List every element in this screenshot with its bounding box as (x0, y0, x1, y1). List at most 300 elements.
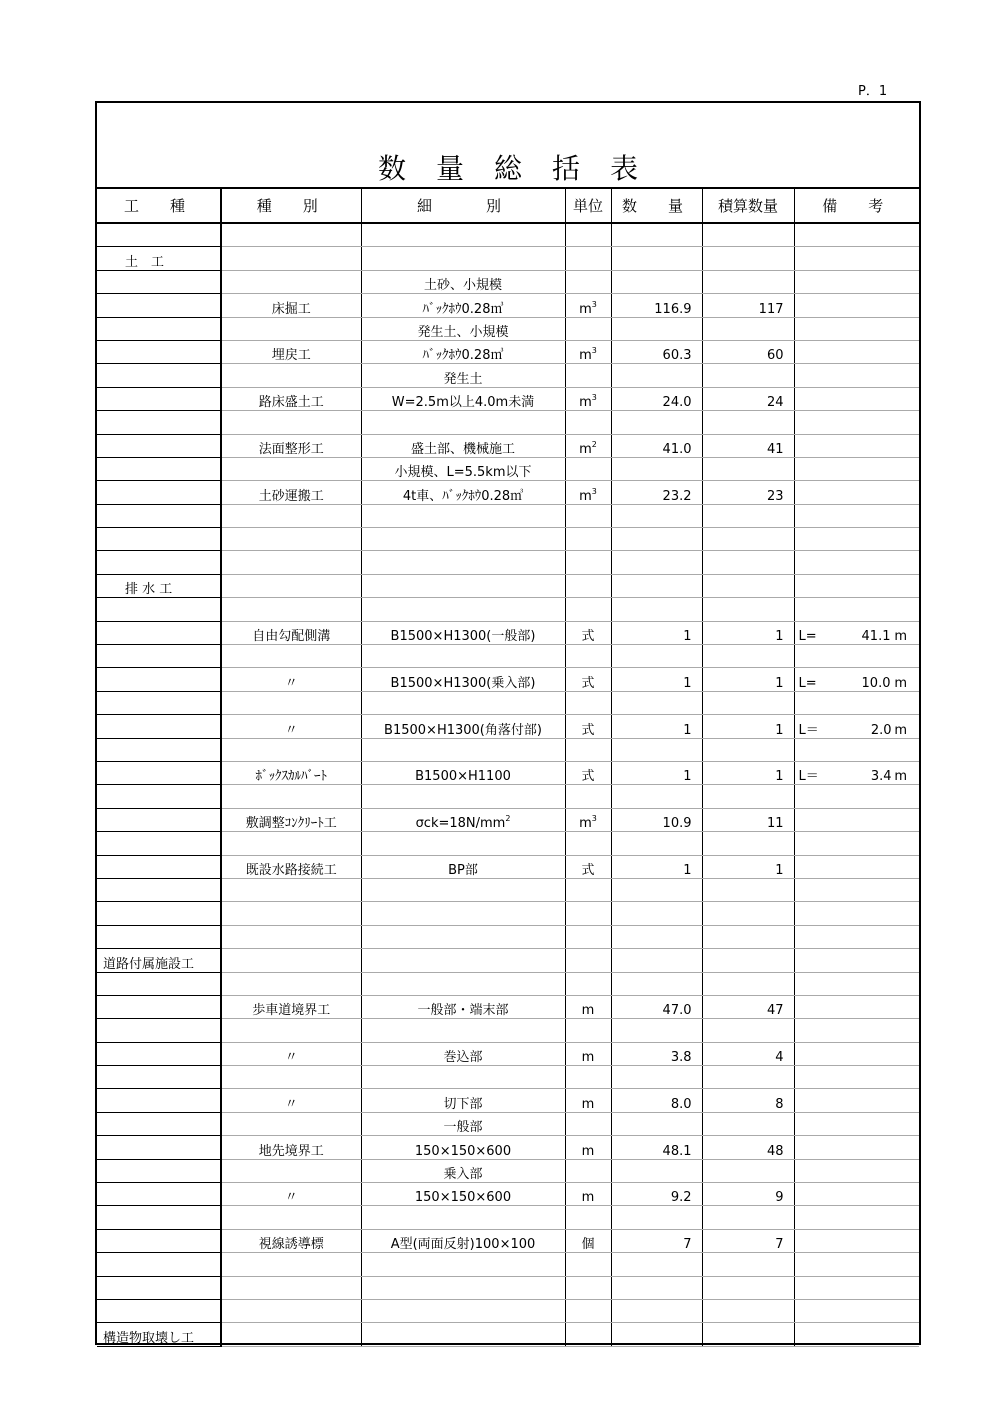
detail-cell: 盛土部、機械施工 (361, 434, 565, 457)
category-cell (97, 761, 221, 784)
remarks-cell (794, 1136, 919, 1159)
calc-quantity-cell (702, 1112, 794, 1135)
quantity-cell (611, 1206, 702, 1229)
calc-quantity-cell (702, 504, 794, 527)
unit-cell (565, 457, 611, 480)
type-cell (221, 598, 361, 621)
quantity-table (97, 189, 919, 1347)
calc-quantity-cell (702, 1276, 794, 1299)
detail-cell (361, 411, 565, 434)
remarks-cell (794, 949, 919, 972)
category-cell: 排 水 工 (97, 574, 221, 597)
type-cell: 〃 (221, 715, 361, 738)
quantity-cell (611, 270, 702, 293)
remarks-cell (794, 878, 919, 901)
unit-cell (565, 598, 611, 621)
remarks-cell: L= 41.1 m (794, 621, 919, 644)
detail-cell: 発生土、小規模 (361, 317, 565, 340)
calc-quantity-cell (702, 1323, 794, 1346)
type-cell (221, 1019, 361, 1042)
unit-cell: m (565, 1136, 611, 1159)
detail-cell: A型(両面反射)100×100 (361, 1229, 565, 1252)
table-row (97, 621, 919, 644)
unit-cell (565, 270, 611, 293)
detail-cell (361, 598, 565, 621)
quantity-cell (611, 1299, 702, 1322)
quantity-cell (611, 1276, 702, 1299)
quantity-cell (611, 574, 702, 597)
table-row (97, 457, 919, 480)
type-cell: 法面整形工 (221, 434, 361, 457)
detail-cell (361, 902, 565, 925)
calc-quantity-cell (702, 785, 794, 808)
unit-cell (565, 925, 611, 948)
type-cell (221, 785, 361, 808)
type-cell (221, 247, 361, 270)
detail-cell: 巻込部 (361, 1042, 565, 1065)
category-cell (97, 504, 221, 527)
quantity-cell (611, 247, 702, 270)
unit-cell (565, 411, 611, 434)
unit-cell (565, 317, 611, 340)
category-cell (97, 691, 221, 714)
type-cell (221, 1206, 361, 1229)
calc-quantity-cell (702, 878, 794, 901)
unit-cell (565, 364, 611, 387)
quantity-cell: 23.2 (611, 481, 702, 504)
unit-cell: 式 (565, 668, 611, 691)
detail-cell (361, 223, 565, 247)
category-cell (97, 598, 221, 621)
table-row (97, 411, 919, 434)
unit-cell (565, 972, 611, 995)
table-row (97, 832, 919, 855)
category-cell (97, 1112, 221, 1135)
type-cell: 既設水路接続工 (221, 855, 361, 878)
remarks-cell (794, 504, 919, 527)
quantity-cell (611, 1019, 702, 1042)
calc-quantity-cell: 117 (702, 294, 794, 317)
remarks-cell (794, 481, 919, 504)
remarks-cell (794, 645, 919, 668)
unit-cell (565, 1112, 611, 1135)
unit-cell: m (565, 1042, 611, 1065)
table-row (97, 1323, 919, 1346)
calc-quantity-cell (702, 528, 794, 551)
header-row (97, 189, 919, 223)
calc-quantity-cell: 1 (702, 668, 794, 691)
unit-cell: m (565, 995, 611, 1018)
calc-quantity-cell: 60 (702, 340, 794, 363)
category-cell (97, 223, 221, 247)
calc-quantity-cell (702, 738, 794, 761)
remarks-cell (794, 1229, 919, 1252)
type-cell: 敷調整ｺﾝｸﾘｰﾄ工 (221, 808, 361, 831)
category-cell (97, 528, 221, 551)
type-cell: 〃 (221, 1042, 361, 1065)
unit-cell (565, 1206, 611, 1229)
remarks-cell (794, 574, 919, 597)
quantity-cell (611, 411, 702, 434)
unit-cell (565, 504, 611, 527)
unit-cell (565, 1323, 611, 1346)
unit-cell (565, 551, 611, 574)
remarks-cell (794, 902, 919, 925)
type-cell (221, 1253, 361, 1276)
detail-cell (361, 738, 565, 761)
quantity-cell (611, 785, 702, 808)
table-row (97, 223, 919, 247)
remarks-cell (794, 972, 919, 995)
detail-cell (361, 645, 565, 668)
header-koushu: 工 種 (97, 189, 221, 223)
remarks-cell (794, 1089, 919, 1112)
category-cell (97, 1019, 221, 1042)
type-cell (221, 738, 361, 761)
table-row (97, 551, 919, 574)
remarks-cell (794, 1159, 919, 1182)
type-cell (221, 972, 361, 995)
category-cell (97, 832, 221, 855)
table-row (97, 645, 919, 668)
remarks-cell (794, 551, 919, 574)
quantity-cell: 8.0 (611, 1089, 702, 1112)
category-cell (97, 808, 221, 831)
remarks-cell (794, 434, 919, 457)
remarks-cell (794, 808, 919, 831)
detail-cell (361, 574, 565, 597)
table-row (97, 528, 919, 551)
header-unit: 単位 (565, 189, 611, 223)
category-cell (97, 1229, 221, 1252)
table-row (97, 995, 919, 1018)
quantity-cell (611, 551, 702, 574)
unit-cell: 個 (565, 1229, 611, 1252)
category-cell (97, 551, 221, 574)
detail-cell: ﾊﾞｯｸﾎｳ0.28㎥ (361, 294, 565, 317)
category-cell (97, 1206, 221, 1229)
quantity-cell (611, 598, 702, 621)
calc-quantity-cell (702, 972, 794, 995)
table-row (97, 1276, 919, 1299)
type-cell: 視線誘導標 (221, 1229, 361, 1252)
table-row (97, 294, 919, 317)
unit-cell (565, 574, 611, 597)
category-cell (97, 1299, 221, 1322)
category-cell: 道路付属施設工 (97, 949, 221, 972)
remarks-cell (794, 1066, 919, 1089)
detail-cell (361, 528, 565, 551)
type-cell (221, 902, 361, 925)
category-cell (97, 621, 221, 644)
detail-cell: $\sigma ck=18N/mm^2$ (361, 808, 565, 831)
quantity-cell: 41.0 (611, 434, 702, 457)
detail-cell (361, 785, 565, 808)
detail-cell (361, 504, 565, 527)
remarks-cell (794, 855, 919, 878)
detail-cell (361, 1253, 565, 1276)
detail-cell: 4t車、ﾊﾞｯｸﾎｳ0.28㎥ (361, 481, 565, 504)
category-cell (97, 1089, 221, 1112)
category-cell (97, 1276, 221, 1299)
header-shubetsu: 種 別 (221, 189, 361, 223)
unit-cell (565, 223, 611, 247)
type-cell (221, 364, 361, 387)
unit-cell: 式 (565, 761, 611, 784)
type-cell (221, 574, 361, 597)
summary-sheet (95, 101, 921, 1345)
header-quantity: 数 量 (611, 189, 702, 223)
calc-quantity-cell: 9 (702, 1183, 794, 1206)
category-cell (97, 668, 221, 691)
table-row (97, 317, 919, 340)
table-row (97, 1112, 919, 1135)
detail-cell: B1500×H1300(角落付部) (361, 715, 565, 738)
remarks-cell (794, 317, 919, 340)
category-cell (97, 995, 221, 1018)
table-row (97, 364, 919, 387)
quantity-cell (611, 645, 702, 668)
quantity-cell: 48.1 (611, 1136, 702, 1159)
table-row (97, 808, 919, 831)
remarks-cell (794, 925, 919, 948)
type-cell (221, 551, 361, 574)
remarks-cell (794, 457, 919, 480)
table-row (97, 738, 919, 761)
category-cell (97, 270, 221, 293)
category-cell (97, 1183, 221, 1206)
table-row (97, 247, 919, 270)
detail-cell (361, 878, 565, 901)
quantity-cell (611, 364, 702, 387)
detail-cell (361, 1299, 565, 1322)
calc-quantity-cell: 8 (702, 1089, 794, 1112)
category-cell (97, 457, 221, 480)
category-cell (97, 785, 221, 808)
table-row (97, 481, 919, 504)
detail-cell (361, 247, 565, 270)
table-row (97, 1253, 919, 1276)
type-cell (221, 645, 361, 668)
table-row (97, 855, 919, 878)
type-cell (221, 925, 361, 948)
remarks-cell: L＝ 2.0 m (794, 715, 919, 738)
type-cell (221, 878, 361, 901)
detail-cell (361, 1066, 565, 1089)
quantity-cell (611, 925, 702, 948)
table-row (97, 761, 919, 784)
table-row (97, 925, 919, 948)
detail-cell: 150×150×600 (361, 1136, 565, 1159)
type-cell: 路床盛土工 (221, 387, 361, 410)
unit-cell (565, 691, 611, 714)
detail-cell: 150×150×600 (361, 1183, 565, 1206)
category-cell (97, 878, 221, 901)
detail-cell (361, 1323, 565, 1346)
table-row (97, 785, 919, 808)
table-body (97, 223, 919, 1346)
category-cell (97, 364, 221, 387)
quantity-cell (611, 317, 702, 340)
type-cell: 〃 (221, 1183, 361, 1206)
remarks-cell (794, 411, 919, 434)
calc-quantity-cell (702, 949, 794, 972)
detail-cell (361, 551, 565, 574)
remarks-cell (794, 364, 919, 387)
calc-quantity-cell (702, 551, 794, 574)
quantity-cell (611, 902, 702, 925)
calc-quantity-cell (702, 411, 794, 434)
unit-cell (565, 528, 611, 551)
category-cell (97, 1136, 221, 1159)
remarks-cell (794, 1206, 919, 1229)
table-row (97, 574, 919, 597)
category-cell: 土 工 (97, 247, 221, 270)
category-cell (97, 972, 221, 995)
calc-quantity-cell: 11 (702, 808, 794, 831)
quantity-cell (611, 949, 702, 972)
detail-cell: 切下部 (361, 1089, 565, 1112)
remarks-cell (794, 785, 919, 808)
unit-cell: $m^3$ (565, 294, 611, 317)
quantity-cell: 3.8 (611, 1042, 702, 1065)
unit-cell: m (565, 1183, 611, 1206)
calc-quantity-cell (702, 925, 794, 948)
detail-cell (361, 972, 565, 995)
quantity-cell (611, 1112, 702, 1135)
category-cell (97, 340, 221, 363)
remarks-cell (794, 995, 919, 1018)
unit-cell: 式 (565, 621, 611, 644)
unit-cell (565, 1159, 611, 1182)
unit-cell: 式 (565, 855, 611, 878)
type-cell: 〃 (221, 668, 361, 691)
calc-quantity-cell (702, 1206, 794, 1229)
quantity-cell: 1 (611, 621, 702, 644)
calc-quantity-cell: 24 (702, 387, 794, 410)
remarks-cell (794, 1323, 919, 1346)
table-row (97, 691, 919, 714)
title-area (97, 103, 919, 189)
quantity-cell: 60.3 (611, 340, 702, 363)
remarks-cell (794, 247, 919, 270)
type-cell (221, 411, 361, 434)
calc-quantity-cell (702, 832, 794, 855)
detail-cell (361, 925, 565, 948)
detail-cell: 発生土 (361, 364, 565, 387)
header-remarks: 備 考 (794, 189, 919, 223)
table-row (97, 1159, 919, 1182)
unit-cell (565, 1019, 611, 1042)
table-row (97, 878, 919, 901)
type-cell (221, 1323, 361, 1346)
quantity-cell: 1 (611, 855, 702, 878)
quantity-cell (611, 691, 702, 714)
table-row (97, 902, 919, 925)
unit-cell (565, 1066, 611, 1089)
detail-cell (361, 949, 565, 972)
type-cell (221, 1299, 361, 1322)
unit-cell (565, 1276, 611, 1299)
quantity-cell: 1 (611, 668, 702, 691)
table-row (97, 1066, 919, 1089)
category-cell (97, 317, 221, 340)
remarks-cell: L＝ 3.4 m (794, 761, 919, 784)
category-cell (97, 738, 221, 761)
remarks-cell (794, 1183, 919, 1206)
unit-cell (565, 645, 611, 668)
detail-cell: ﾊﾞｯｸﾎｳ0.28㎥ (361, 340, 565, 363)
quantity-cell (611, 832, 702, 855)
type-cell (221, 223, 361, 247)
type-cell: 床掘工 (221, 294, 361, 317)
calc-quantity-cell (702, 364, 794, 387)
detail-cell: BP部 (361, 855, 565, 878)
remarks-cell (794, 223, 919, 247)
unit-cell (565, 247, 611, 270)
detail-cell: B1500×H1300(乗入部) (361, 668, 565, 691)
type-cell (221, 1159, 361, 1182)
unit-cell (565, 902, 611, 925)
type-cell: ﾎﾞｯｸｽｶﾙﾊﾞｰﾄ (221, 761, 361, 784)
remarks-cell (794, 738, 919, 761)
calc-quantity-cell (702, 1019, 794, 1042)
quantity-cell (611, 1253, 702, 1276)
calc-quantity-cell: 48 (702, 1136, 794, 1159)
calc-quantity-cell: 1 (702, 715, 794, 738)
unit-cell: $m^3$ (565, 387, 611, 410)
remarks-cell (794, 1253, 919, 1276)
calc-quantity-cell: 1 (702, 855, 794, 878)
calc-quantity-cell (702, 902, 794, 925)
category-cell (97, 1066, 221, 1089)
category-cell (97, 434, 221, 457)
remarks-cell (794, 1042, 919, 1065)
unit-cell: $m^3$ (565, 808, 611, 831)
quantity-cell (611, 457, 702, 480)
quantity-cell: 24.0 (611, 387, 702, 410)
calc-quantity-cell: 23 (702, 481, 794, 504)
category-cell (97, 411, 221, 434)
remarks-cell (794, 387, 919, 410)
table-row (97, 1089, 919, 1112)
category-cell (97, 1253, 221, 1276)
quantity-cell: 47.0 (611, 995, 702, 1018)
table-row (97, 340, 919, 363)
calc-quantity-cell: 7 (702, 1229, 794, 1252)
unit-cell: 式 (565, 715, 611, 738)
table-row (97, 1229, 919, 1252)
detail-cell (361, 1276, 565, 1299)
unit-cell: $m^3$ (565, 340, 611, 363)
category-cell (97, 902, 221, 925)
calc-quantity-cell (702, 1253, 794, 1276)
table-row (97, 715, 919, 738)
calc-quantity-cell (702, 1299, 794, 1322)
table-row (97, 1206, 919, 1229)
quantity-cell (611, 738, 702, 761)
calc-quantity-cell (702, 1159, 794, 1182)
table-row (97, 1299, 919, 1322)
category-cell (97, 645, 221, 668)
unit-cell (565, 949, 611, 972)
calc-quantity-cell (702, 598, 794, 621)
quantity-cell: 10.9 (611, 808, 702, 831)
category-cell (97, 294, 221, 317)
type-cell (221, 457, 361, 480)
calc-quantity-cell (702, 223, 794, 247)
table-row (97, 949, 919, 972)
